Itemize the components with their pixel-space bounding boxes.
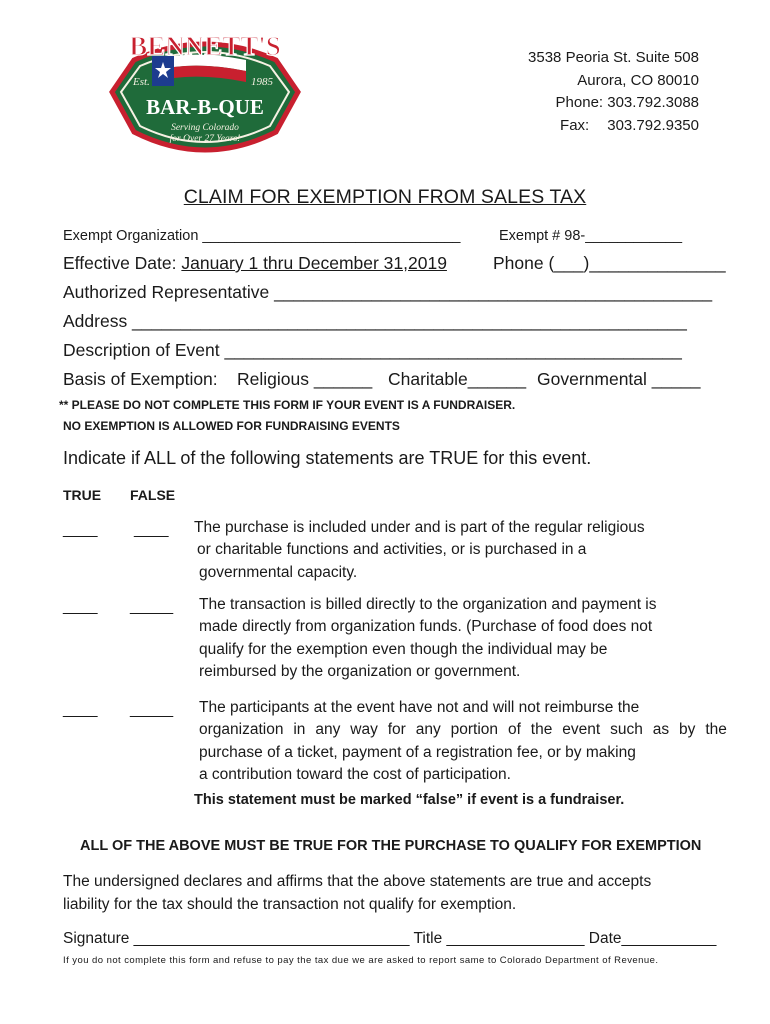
logo-brand-text: BENNETT'S [129, 31, 281, 61]
effective-date-value: January 1 thru December 31,2019 [181, 253, 447, 273]
signature-title-date-line[interactable]: Signature ________________________________ Title ________________ Date___________ [63, 930, 717, 947]
false-column-header: FALSE [130, 487, 176, 503]
effective-date-label: Effective Date: [63, 253, 182, 273]
word: in [293, 721, 306, 739]
word: of [507, 721, 521, 739]
exempt-number-field[interactable] [499, 228, 682, 244]
effective-date-row [63, 253, 447, 274]
statement-3-true-blank[interactable]: ____ [63, 701, 98, 718]
exempt-number-blank[interactable]: ____________ [585, 228, 683, 244]
word: portion [450, 721, 499, 739]
statement-line [199, 719, 727, 741]
word: event [562, 721, 601, 739]
bennetts-bar-b-que-logo [106, 22, 304, 162]
word: such [610, 721, 643, 739]
declaration-line: The undersigned declares and affirms that the above statements are true and accepts [63, 873, 652, 890]
logo-tagline-1: Serving Colorado [171, 123, 239, 133]
governmental-option[interactable]: Governmental _____ [537, 369, 701, 389]
word: way [350, 721, 378, 739]
declaration-line: liability for the tax should the transaction not qualify for exemption. [63, 895, 517, 913]
fundraiser-warning: ** PLEASE DO NOT COMPLETE THIS FORM IF YOUR EVENT IS A FUNDRAISER. [59, 398, 516, 412]
word: the [530, 721, 553, 739]
word: the [705, 721, 727, 739]
word: any [315, 721, 341, 739]
address-phone: Phone: 303.792.3088 [555, 94, 699, 111]
address-city: Aurora, CO 80010 [577, 71, 699, 89]
word: by [679, 721, 696, 739]
no-exemption-warning: NO EXEMPTION IS ALLOWED FOR FUNDRAISING EVENTS [63, 419, 400, 433]
logo-year-text: 1985 [251, 76, 273, 88]
word: organization [199, 721, 284, 739]
form-title: CLAIM FOR EXEMPTION FROM SALES TAX [183, 186, 587, 208]
fax-number: 303.792.9350 [607, 116, 699, 134]
statement-2-text [199, 594, 699, 683]
exempt-organization-field[interactable]: Exempt Organization ________________________________ [63, 228, 461, 244]
statement-line: purchase of a ticket, payment of a registration fee, or by making [199, 743, 636, 761]
logo-name-text: BAR-B-QUE [146, 95, 264, 119]
fax-label: Fax: [560, 116, 590, 134]
statement-line: The purchase is included under and is part of the regular religious [194, 519, 645, 536]
statement-3-text [199, 697, 727, 786]
footer-note: If you do not complete this form and refuse to pay the tax due we are asked to report same to Colorado Department of Revenue. [63, 955, 659, 966]
authorized-representative-field[interactable]: Authorized Representative _____________________________________________ [63, 282, 713, 302]
business-address-block [459, 47, 699, 137]
indicate-instruction: Indicate if ALL of the following statements are TRUE for this event. [63, 448, 592, 468]
exempt-number-label: Exempt # 98- [499, 228, 586, 244]
address-street: 3538 Peoria St. Suite 508 [528, 49, 699, 66]
address-field[interactable]: Address _________________________________________________________ [63, 311, 687, 331]
statement-1-text [194, 517, 694, 584]
basis-of-exemption-label: Basis of Exemption: [63, 369, 218, 389]
statement-line: made directly from organization funds. (Purchase of food does not [199, 618, 653, 636]
statement-line: qualify for the exemption even though the individual may be [199, 640, 608, 658]
statement-line: reimbursed by the organization or government. [199, 662, 521, 680]
statement-2-false-blank[interactable]: _____ [130, 598, 174, 615]
statement-line: or charitable functions and activities, or is purchased in a [197, 541, 587, 559]
statement-1-true-blank[interactable]: ____ [63, 521, 98, 538]
true-column-header: TRUE [63, 487, 102, 503]
charitable-option[interactable]: Charitable______ [388, 369, 527, 389]
phone-field[interactable]: Phone (___)______________ [493, 253, 726, 273]
religious-option[interactable]: Religious ______ [237, 369, 373, 389]
word: any [415, 721, 441, 739]
fundraiser-note: This statement must be marked “false” if event is a fundraiser. [194, 792, 625, 808]
word: for [387, 721, 406, 739]
statement-line: The participants at the event have not and will not reimburse the [199, 699, 640, 716]
declaration-text [63, 871, 651, 916]
description-of-event-field[interactable]: Description of Event _______________________________________________ [63, 340, 682, 360]
statement-line: a contribution toward the cost of participation. [199, 765, 511, 783]
statement-2-true-blank[interactable]: ____ [63, 598, 98, 615]
all-true-requirement: ALL OF THE ABOVE MUST BE TRUE FOR THE PURCHASE TO QUALIFY FOR EXEMPTION [80, 838, 702, 854]
statement-3-false-blank[interactable]: _____ [130, 701, 174, 718]
logo-tagline-2: for Over 27 Years! [169, 134, 241, 144]
logo-est-text: Est. [133, 76, 150, 88]
word: as [652, 721, 670, 739]
statement-1-false-blank[interactable]: ____ [134, 521, 169, 538]
statement-line: The transaction is billed directly to the organization and payment is [199, 596, 657, 613]
address-fax-row [459, 115, 699, 138]
statement-line: governmental capacity. [199, 563, 358, 581]
